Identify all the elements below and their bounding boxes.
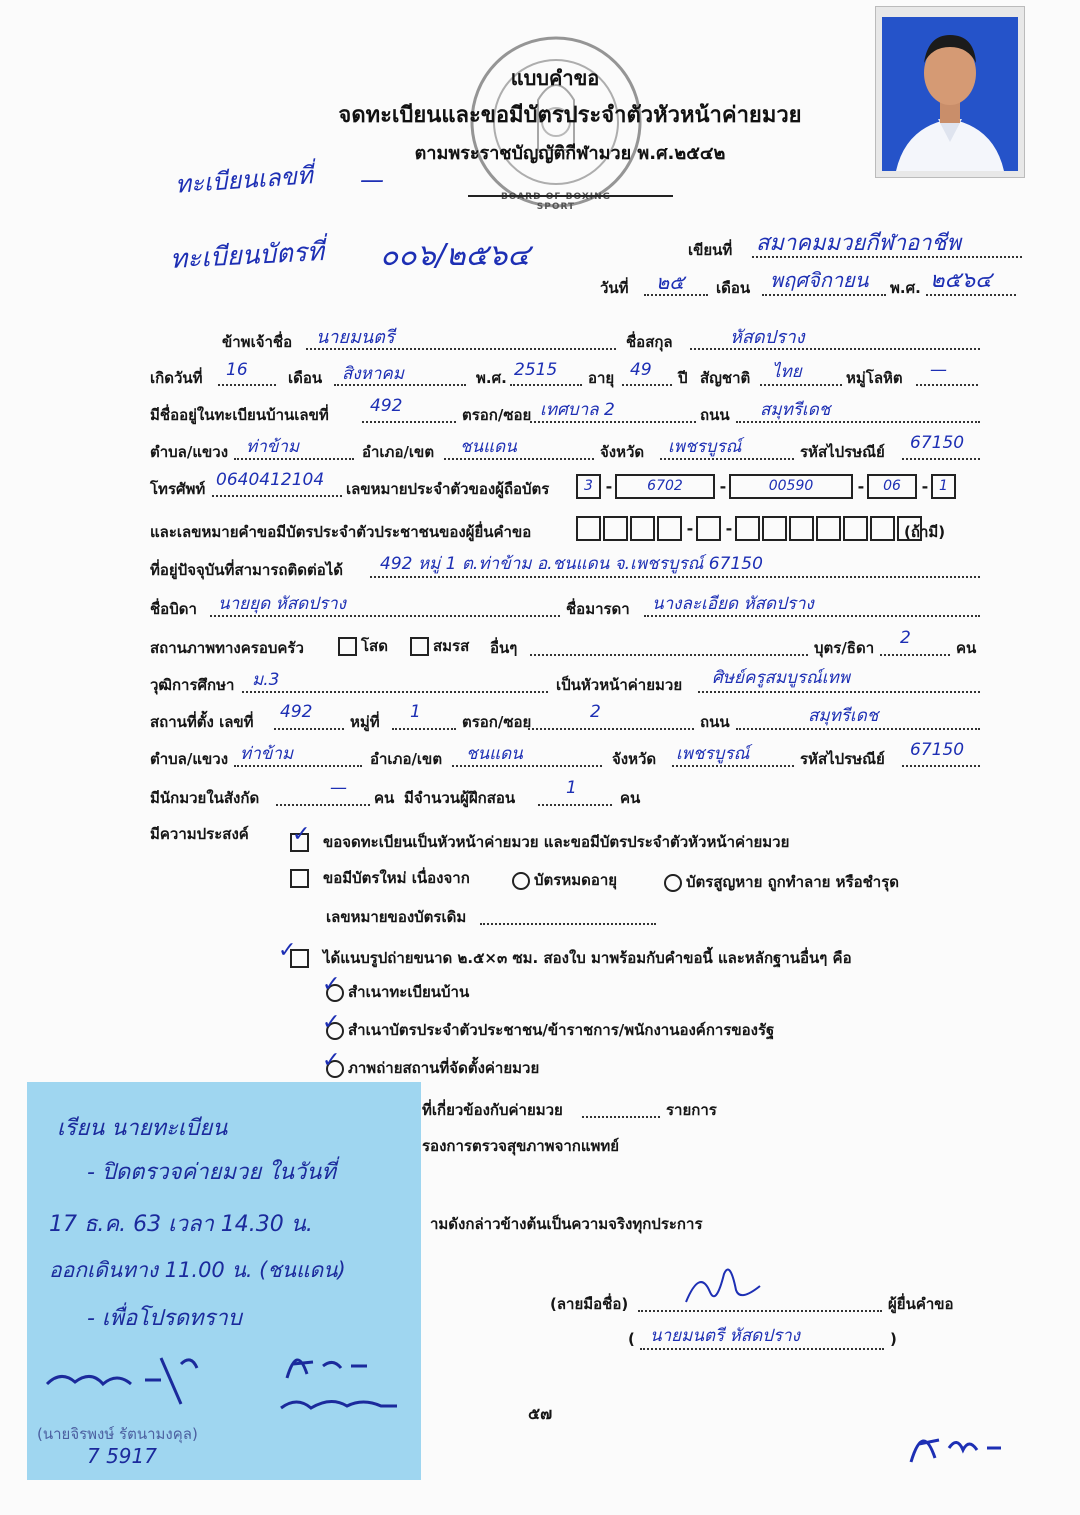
signature-label: (ลายมือชื่อ) <box>550 1295 629 1313</box>
doc4-label: ที่เกี่ยวข้องกับค่ายมวย <box>422 1101 563 1119</box>
purpose-renew-checkbox[interactable] <box>290 866 470 890</box>
applicant-name: นายมนตรี <box>316 327 395 348</box>
note-line4: ออกเดินทาง 11.00 น. (ชนแดน) <box>49 1258 346 1282</box>
doc4-unit: รายการ <box>666 1101 717 1119</box>
mother-label: ชื่อมารดา <box>566 600 630 618</box>
camp-no-label: สถานที่ตั้ง เลขที่ <box>150 713 254 731</box>
camp-soi: 2 <box>590 702 601 722</box>
form-type: แบบคำขอ <box>510 66 600 90</box>
subdistrict-label: ตำบล/แขวง <box>150 443 229 461</box>
note-line1: เรียน นายทะเบียน <box>57 1116 228 1141</box>
camp-district: ชนแดน <box>466 744 523 764</box>
camp-label: เป็นหัวหน้าค่ายมวย <box>556 676 683 694</box>
holder-id-boxes: 3 - 6702 - 00590 - 06 - 1 <box>576 474 958 499</box>
road: สมุทรีเดช <box>760 400 831 420</box>
camp-road-label: ถนน <box>700 713 730 731</box>
purpose-item2: ขอมีบัตรใหม่ เนื่องจาก <box>323 869 470 887</box>
blood-label: หมู่โลหิต <box>846 369 903 387</box>
father-label: ชื่อบิดา <box>150 600 197 618</box>
postcode-label: รหัสไปรษณีย์ <box>800 443 885 461</box>
form-title: จดทะเบียนและขอมีบัตรประจำตัวหัวหน้าค่ายมวย <box>338 103 802 128</box>
single-label: โสด <box>361 637 388 655</box>
signer-name: นายมนตรี หัสดปราง <box>650 1326 800 1346</box>
form-subtitle: ตามพระราชบัญญัติกีฬามวย พ.ศ.๒๕๔๒ <box>414 143 726 164</box>
signer-open-paren: ( <box>628 1330 635 1348</box>
camp-moo-label: หมู่ที่ <box>350 713 380 731</box>
renew-expired-radio[interactable] <box>512 868 617 892</box>
nationality-label: สัญชาติ <box>700 369 751 387</box>
province-label: จังหวัด <box>600 443 645 461</box>
note-signature-scribble <box>41 1344 411 1428</box>
soi-label: ตรอก/ซอย <box>462 406 532 424</box>
birth-month-label: เดือน <box>288 369 323 387</box>
camp-postcode: 67150 <box>910 740 965 760</box>
date-day: ๒๕ <box>656 270 685 294</box>
doc2-radio[interactable]: ✓ สำเนาบัตรประจำตัวประชาชน/ข้าราชการ/พนักงานองค์การของรัฐ <box>322 1010 775 1039</box>
note-official-code: 7 5917 <box>87 1444 157 1468</box>
agent-id-note: (ถ้ามี) <box>904 523 946 541</box>
doc3-radio[interactable]: ✓ ภาพถ่ายสถานที่จัดตั้งค่ายมวย <box>322 1048 540 1077</box>
name-label: ข้าพเจ้าชื่อ <box>222 333 293 351</box>
nationality: ไทย <box>772 362 802 382</box>
initials-scribble <box>905 1418 1005 1472</box>
age-label: อายุ <box>588 369 615 387</box>
postcode: 67150 <box>910 433 965 453</box>
district: ชนแดน <box>460 437 517 457</box>
camp-no: 492 <box>280 702 313 722</box>
header-rule <box>468 195 673 197</box>
signature-role: ผู้ยื่นคำขอ <box>888 1295 954 1313</box>
district-label: อำเภอ/เขต <box>362 443 435 461</box>
applicant-photo <box>875 6 1025 178</box>
boxers: — <box>330 778 347 798</box>
children-unit: คน <box>956 639 977 657</box>
reg-no-label: ทะเบียนเลขที่ <box>174 161 314 199</box>
trainers-unit: คน <box>620 789 641 807</box>
contact-label: ที่อยู่ปัจจุบันที่สามารถติดต่อได้ <box>150 561 343 579</box>
soi: เทศบาล 2 <box>540 400 615 420</box>
date-month: พฤศจิกายน <box>770 268 869 292</box>
contact: 492 หมู่ 1 ต.ท่าข้าม อ.ชนแดน จ.เพชรบูรณ์ 67150 <box>380 554 763 574</box>
road-label: ถนน <box>700 406 730 424</box>
date-month-label: เดือน <box>716 279 751 297</box>
trainers: 1 <box>566 778 577 798</box>
camp-province-label: จังหวัด <box>612 750 657 768</box>
sticky-note <box>27 1082 421 1480</box>
house-no-label: มีชื่ออยู่ในทะเบียนบ้านเลขที่ <box>150 406 329 424</box>
education-label: วุฒิการศึกษา <box>150 676 235 694</box>
age-unit: ปี <box>678 369 688 387</box>
agent-id-boxes: - - <box>576 516 924 541</box>
doc3-label: ภาพถ่ายสถานที่จัดตั้งค่ายมวย <box>348 1059 540 1077</box>
phone: 0640412104 <box>216 470 325 490</box>
camp-province: เพชรบูรณ์ <box>676 744 750 764</box>
trainers-label: มีจำนวนผู้ฝึกสอน <box>404 789 516 807</box>
birth-day: 16 <box>226 360 248 380</box>
camp-postcode-label: รหัสไปรษณีย์ <box>800 750 885 768</box>
seal-text: BOARD OF BOXING SPORT <box>500 192 612 212</box>
purpose-attach-checkbox[interactable]: ✓ ได้แนบรูปถ่ายขนาด ๒.๕×๓ ซม. สองใบ มาพร้อมกับคำขอนี้ และหลักฐานอื่นๆ คือ <box>278 938 852 967</box>
camp-name: ศิษย์ครูสมบูรณ์เทพ <box>712 668 850 688</box>
written-at-label: เขียนที่ <box>688 241 733 259</box>
camp-district-label: อำเภอ/เขต <box>370 750 443 768</box>
reg-no-value: — <box>360 166 384 194</box>
birth-month: สิงหาคม <box>342 364 405 384</box>
date-year-label: พ.ศ. <box>890 279 921 297</box>
purpose-label: มีความประสงค์ <box>150 825 249 843</box>
note-line3: 17 ธ.ค. 63 เวลา 14.30 น. <box>49 1212 313 1237</box>
page-number: ๕๗ <box>528 1404 553 1423</box>
mother: นางละเอียด หัสดปราง <box>652 594 814 614</box>
subdistrict: ท่าข้าม <box>246 437 300 457</box>
married-checkbox[interactable] <box>410 634 469 658</box>
signature-scribble <box>680 1262 770 1316</box>
blood: — <box>930 360 947 380</box>
family-label: สถานภาพทางครอบครัว <box>150 639 304 657</box>
children: 2 <box>900 628 911 648</box>
note-line2: - ปิดตรวจค่ายมวย ในวันที่ <box>87 1160 336 1185</box>
old-card-label: เลขหมายของบัตรเดิม <box>326 908 467 926</box>
birth-day-label: เกิดวันที่ <box>150 369 203 387</box>
camp-subdistrict: ท่าข้าม <box>240 744 294 764</box>
purpose-register-checkbox[interactable]: ✓ ขอจดทะเบียนเป็นหัวหน้าค่ายมวย และขอมีบัตรประจำตัวหัวหน้าค่ายมวย <box>292 822 790 851</box>
renew-lost-label: บัตรสูญหาย ถูกทำลาย หรือชำรุด <box>686 873 900 891</box>
married-label: สมรส <box>433 637 470 655</box>
camp-subdistrict-label: ตำบล/แขวง <box>150 750 229 768</box>
camp-moo: 1 <box>410 702 421 722</box>
date-year: ๒๕๖๔ <box>930 268 992 293</box>
note-line5: - เพื่อโปรดทราบ <box>87 1306 242 1331</box>
card-no-value: ๐๐๖/๒๕๖๔ <box>380 238 530 273</box>
father: นายยุด หัสดปราง <box>218 594 346 614</box>
agent-id-label: และเลขหมายคำขอมีบัตรประจำตัวประชาชนของผู้ยื่นคำขอ <box>150 523 532 541</box>
surname-label: ชื่อสกุล <box>626 333 673 351</box>
signer-close-paren: ) <box>890 1330 897 1348</box>
single-checkbox[interactable] <box>338 634 388 658</box>
phone-label: โทรศัพท์ <box>150 480 206 498</box>
applicant-surname: หัสดปราง <box>730 327 805 348</box>
purpose-item3: ได้แนบรูปถ่ายขนาด ๒.๕×๓ ซม. สองใบ มาพร้อมกับคำขอนี้ และหลักฐานอื่นๆ คือ <box>323 949 852 967</box>
age: 49 <box>630 360 652 380</box>
renew-expired-label: บัตรหมดอายุ <box>534 871 618 889</box>
other-label: อื่นๆ <box>490 639 518 657</box>
birth-year: 2515 <box>514 360 558 380</box>
renew-lost-radio[interactable] <box>664 870 899 894</box>
boxers-unit: คน <box>374 789 395 807</box>
doc1-radio[interactable]: ✓ สำเนาทะเบียนบ้าน <box>322 972 470 1001</box>
house-no: 492 <box>370 396 403 416</box>
card-no-label: ทะเบียนบัตรที่ <box>169 236 325 276</box>
education: ม.3 <box>252 670 280 690</box>
id-label: เลขหมายประจำตัวของผู้ถือบัตร <box>346 480 550 498</box>
certify-text: ามดังกล่าวข้างต้นเป็นความจริงทุกประการ <box>430 1215 703 1233</box>
date-day-label: วันที่ <box>600 279 629 297</box>
children-label: บุตร/ธิดา <box>814 639 875 657</box>
province: เพชรบูรณ์ <box>668 437 742 457</box>
note-official-stamp: (นายจิรพงษ์ รัตนามงคุล) <box>37 1425 198 1443</box>
camp-road: สมุทรีเดช <box>808 706 879 726</box>
purpose-item1: ขอจดทะเบียนเป็นหัวหน้าค่ายมวย และขอมีบัตรประจำตัวหัวหน้าค่ายมวย <box>323 833 790 851</box>
doc1-label: สำเนาทะเบียนบ้าน <box>348 983 470 1001</box>
birth-year-label: พ.ศ. <box>476 369 507 387</box>
doc2-label: สำเนาบัตรประจำตัวประชาชน/ข้าราชการ/พนักงานองค์การของรัฐ <box>348 1021 775 1039</box>
doc5-label: รองการตรวจสุขภาพจากแพทย์ <box>422 1137 620 1155</box>
written-at-value: สมาคมมวยกีฬาอาชีพ <box>756 231 961 256</box>
camp-soi-label: ตรอก/ซอย <box>462 713 532 731</box>
boxers-label: มีนักมวยในสังกัด <box>150 789 260 807</box>
